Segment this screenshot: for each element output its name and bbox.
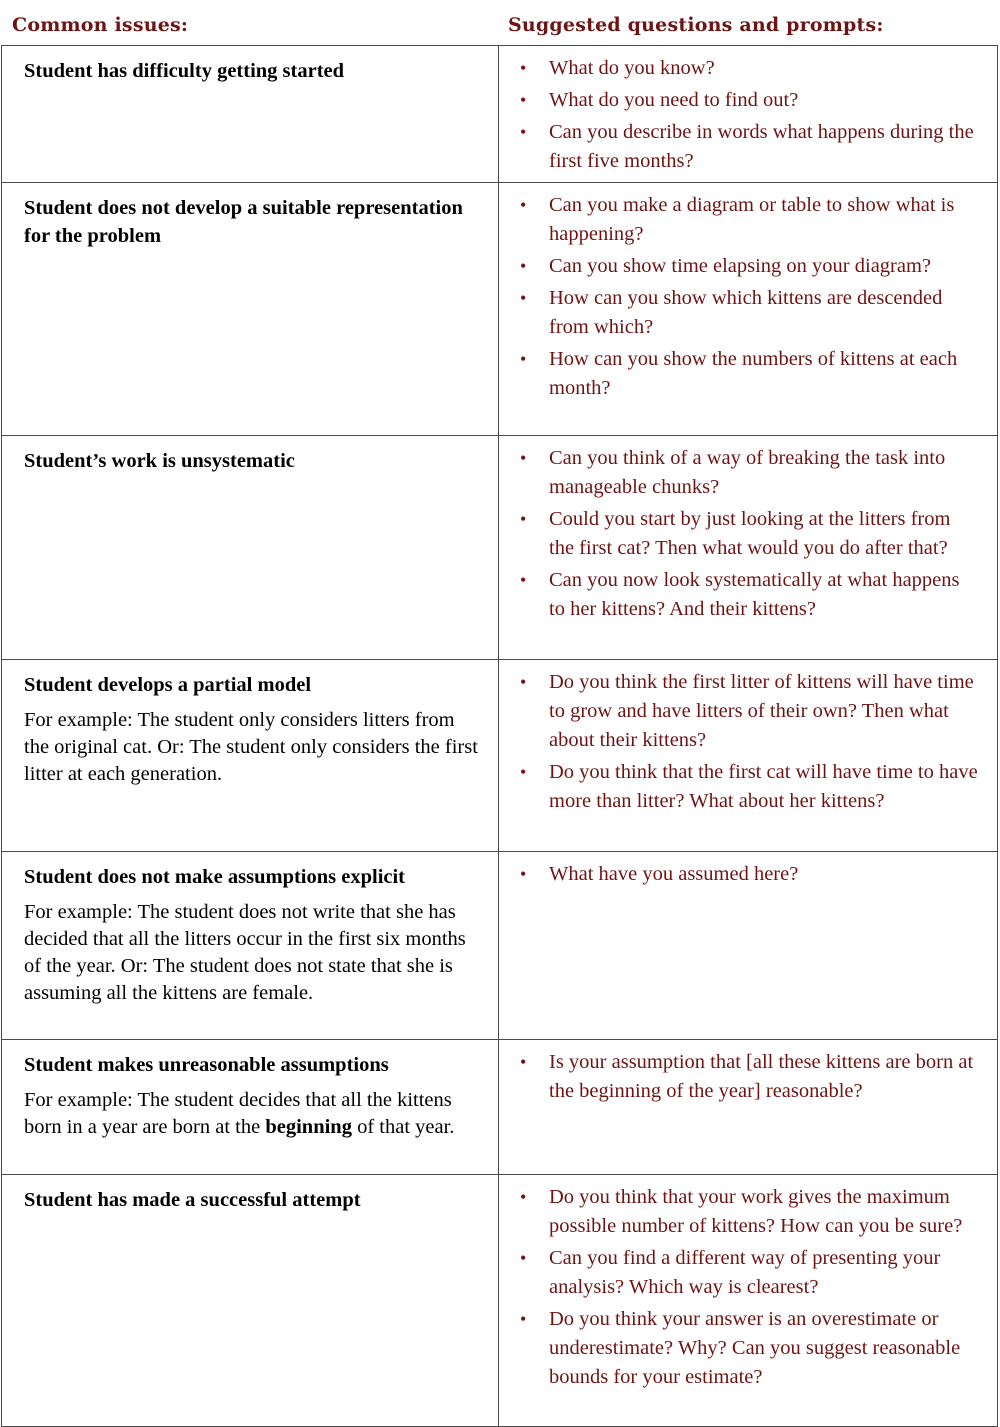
- bullet-icon: •: [520, 448, 527, 468]
- prompt-cell: [499, 436, 998, 660]
- suggested-prompts-heading: Suggested questions and prompts:: [508, 14, 884, 36]
- prompt-list: [499, 46, 997, 176]
- bullet-icon: •: [520, 256, 527, 276]
- example-emphasis: beginning: [265, 1116, 352, 1138]
- bullet-icon: •: [520, 570, 527, 590]
- prompt-list: [499, 436, 997, 624]
- prompt-list: [499, 660, 997, 816]
- prompt-text: Is your assumption that [all these kittens are born at the beginning of the year] reasonable?: [549, 1051, 974, 1102]
- issues-prompts-table: [1, 45, 998, 1427]
- prompt-list: [499, 852, 997, 889]
- example-text: of that year.: [351, 1116, 455, 1138]
- issue-cell: [2, 1175, 499, 1427]
- table-row: [2, 852, 998, 1040]
- prompt-cell: [499, 1040, 998, 1175]
- prompt-cell: [499, 1175, 998, 1427]
- prompt-cell: [499, 46, 998, 183]
- bullet-icon: •: [520, 58, 527, 78]
- table-row: [2, 183, 998, 436]
- prompt-list: [499, 1040, 997, 1106]
- issue-title: Student does not make assumptions explicit: [24, 866, 406, 888]
- prompt-item: [499, 1305, 979, 1392]
- prompt-list: [499, 183, 997, 403]
- issue-title: Student has difficulty getting started: [24, 60, 345, 82]
- prompt-item: [499, 54, 979, 83]
- prompt-cell: [499, 183, 998, 436]
- issue-title: Student develops a partial model: [24, 674, 312, 696]
- issue-example: [24, 1087, 478, 1141]
- prompt-cell: [499, 660, 998, 852]
- bullet-icon: •: [520, 195, 527, 215]
- prompt-text: What do you know?: [549, 57, 715, 79]
- table-row: [2, 1175, 998, 1427]
- bullet-icon: •: [520, 90, 527, 110]
- common-issues-heading: Common issues:: [12, 14, 189, 36]
- example-text: For example: The student decides that all the kittens born in a year are born at the: [24, 1089, 452, 1138]
- bullet-icon: •: [520, 1248, 527, 1268]
- prompt-item: [499, 1183, 979, 1241]
- prompt-item: [499, 345, 979, 403]
- prompt-list: [499, 1175, 997, 1392]
- prompt-item: [499, 86, 979, 115]
- issue-title: Student has made a successful attempt: [24, 1189, 361, 1211]
- table-row: [2, 660, 998, 852]
- issue-title: Student’s work is unsystematic: [24, 450, 295, 472]
- issue-title: Student makes unreasonable assumptions: [24, 1054, 389, 1076]
- table-row: [2, 46, 998, 183]
- prompt-item: [499, 566, 979, 624]
- bullet-icon: •: [520, 762, 527, 782]
- prompt-text: What have you assumed here?: [549, 863, 799, 885]
- issue-cell: [2, 660, 499, 852]
- bullet-icon: •: [520, 672, 527, 692]
- issue-example: For example: The student only considers litters from the original cat. Or: The student only considers the first litter at each generation.: [24, 709, 478, 785]
- prompt-item: [499, 1048, 979, 1106]
- prompt-text: Do you think that the first cat will have time to have more than litter? What about her kittens?: [549, 761, 978, 812]
- prompt-text: Can you describe in words what happens during the first five months?: [549, 121, 974, 172]
- prompt-item: [499, 668, 979, 755]
- table-row: [2, 1040, 998, 1175]
- prompt-text: Can you think of a way of breaking the task into manageable chunks?: [549, 447, 946, 498]
- prompt-text: Can you now look systematically at what happens to her kittens? And their kittens?: [549, 569, 960, 620]
- issue-cell: [2, 436, 499, 660]
- prompt-item: [499, 860, 979, 889]
- table-row: [2, 436, 998, 660]
- prompt-text: Can you show time elapsing on your diagram?: [549, 255, 932, 277]
- prompt-item: [499, 118, 979, 176]
- bullet-icon: •: [520, 509, 527, 529]
- issue-cell: [2, 1040, 499, 1175]
- bullet-icon: •: [520, 1309, 527, 1329]
- bullet-icon: •: [520, 1187, 527, 1207]
- prompt-item: [499, 191, 979, 249]
- prompt-item: [499, 252, 979, 281]
- bullet-icon: •: [520, 864, 527, 884]
- issue-cell: [2, 46, 499, 183]
- prompt-text: How can you show the numbers of kittens at each month?: [549, 348, 958, 399]
- issue-cell: [2, 183, 499, 436]
- prompt-item: [499, 284, 979, 342]
- prompt-item: [499, 1244, 979, 1302]
- prompt-text: Can you make a diagram or table to show what is happening?: [549, 194, 955, 245]
- issue-cell: [2, 852, 499, 1040]
- bullet-icon: •: [520, 288, 527, 308]
- prompt-item: [499, 758, 979, 816]
- prompt-text: Could you start by just looking at the litters from the first cat? Then what would you do after that?: [549, 508, 951, 559]
- prompt-text: Do you think the first litter of kittens will have time to grow and have litters of their own? Then what about their kittens?: [549, 671, 974, 751]
- bullet-icon: •: [520, 1052, 527, 1072]
- prompt-item: [499, 444, 979, 502]
- table-header: [0, 10, 1000, 46]
- prompt-item: [499, 505, 979, 563]
- issue-title: Student does not develop a suitable representation for the problem: [24, 197, 463, 247]
- prompt-text: How can you show which kittens are descended from which?: [549, 287, 943, 338]
- prompt-text: Do you think your answer is an overestimate or underestimate? Why? Can you suggest reasonable bounds for your estimate?: [549, 1308, 961, 1388]
- issue-example: For example: The student does not write that she has decided that all the litters occur in the first six months of the year. Or: The student does not state that she is assuming all the kittens are female.: [24, 901, 466, 1004]
- prompt-text: Can you find a different way of presenting your analysis? Which way is clearest?: [549, 1247, 941, 1298]
- prompt-cell: [499, 852, 998, 1040]
- prompt-text: What do you need to find out?: [549, 89, 799, 111]
- bullet-icon: •: [520, 122, 527, 142]
- prompt-text: Do you think that your work gives the maximum possible number of kittens? How can you be sure?: [549, 1186, 963, 1237]
- bullet-icon: •: [520, 349, 527, 369]
